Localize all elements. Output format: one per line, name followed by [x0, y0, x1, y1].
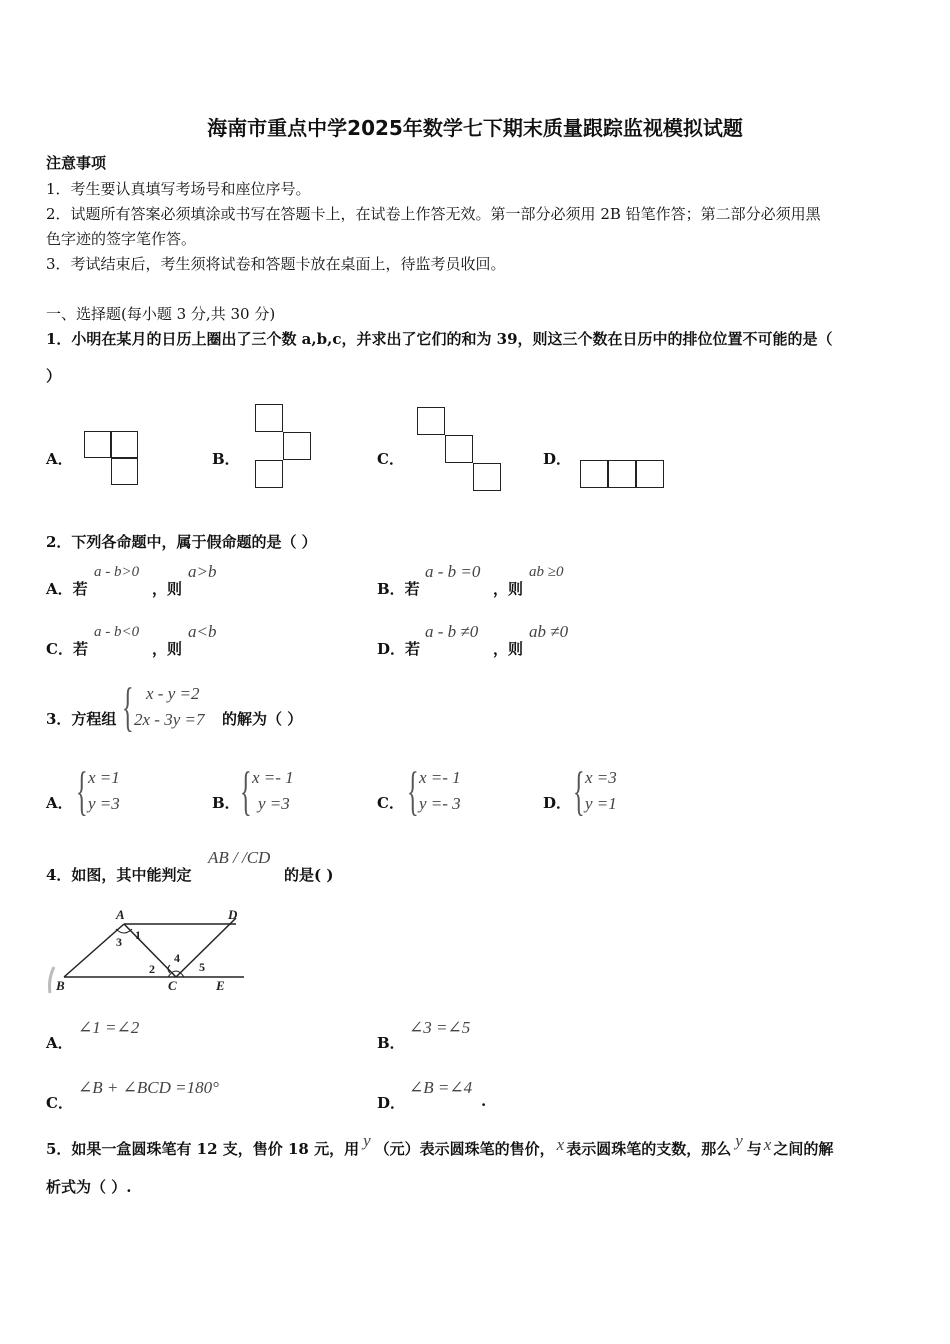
fig-label-b: B — [56, 978, 65, 993]
q4-d-tail: . — [481, 1092, 487, 1110]
q4-a-expr: ∠1 =∠2 — [78, 1018, 140, 1037]
q3-eq2: 2x - 3y =7 — [134, 710, 205, 729]
q2-a-res: a>b — [188, 562, 217, 581]
q5-text-b: （元）表示圆珠笔的售价， — [374, 1140, 555, 1158]
q5-text-e: 之间的解 — [773, 1140, 834, 1158]
q4-c-label: C． — [46, 1094, 73, 1112]
notes-heading: 注意事项 — [46, 154, 107, 172]
q3-b-system: { x =- 1 y =3 — [240, 761, 294, 821]
notes-item-2: 2．试题所有答案必须填涂或书写在答题卡上，在试卷上作答无效。第一部分必须用 2B 铅笔作答；第二部分必须用黑 — [46, 205, 821, 223]
q2-a-then: ，则 — [152, 580, 183, 598]
fig-angle-4: 4 — [174, 951, 180, 965]
fig-label-c: C — [168, 978, 177, 993]
fig-label-e: E — [216, 978, 225, 993]
q3-c-eq2: y =- 3 — [419, 794, 461, 813]
q2-b-res: ab ≥0 — [529, 564, 564, 580]
q3-c-label: C． — [377, 794, 404, 812]
q3-d-eq1: x =3 — [585, 768, 617, 787]
q4-d-label: D． — [377, 1094, 406, 1112]
q2-a-cond: a - b>0 — [94, 564, 140, 580]
q1-option-a-label: A． — [46, 450, 73, 468]
section-heading: 一、选择题(每小题 3 分,共 30 分) — [46, 305, 276, 323]
page-title: 海南市重点中学2025年数学七下期末质量跟踪监视模拟试题 — [207, 116, 743, 140]
q2-b-cond: a - b =0 — [425, 562, 481, 581]
q2-c-res: a<b — [188, 622, 217, 641]
fig-angle-2: 2 — [149, 962, 155, 976]
notes-item-1: 1．考生要认真填写考场号和座位序号。 — [46, 180, 311, 198]
q3-a-eq1: x =1 — [88, 768, 120, 787]
fig-angle-5: 5 — [199, 960, 205, 974]
q2-d-then: ，则 — [493, 640, 524, 658]
q3-system: { x - y =2 2x - 3y =7 — [122, 677, 205, 737]
q1-option-d-label: D． — [543, 450, 572, 468]
q3-d-label: D． — [543, 794, 572, 812]
q3-c-system: { x =- 1 y =- 3 — [407, 761, 461, 821]
q5-line2: 析式为（ ）. — [46, 1178, 132, 1196]
fig-angle-3: 3 — [116, 935, 122, 949]
q2-d-res: ab ≠0 — [529, 622, 569, 641]
q3-b-eq2: y =3 — [258, 794, 290, 813]
fig-angle-1: 1 — [135, 928, 141, 942]
q2-d-label: D．若 — [377, 640, 421, 658]
fig-label-d: D — [228, 907, 238, 922]
notes-item-3: 3．考试结束后，考生须将试卷和答题卡放在桌面上，待监考员收回。 — [46, 255, 506, 273]
q3-d-eq2: y =1 — [585, 794, 617, 813]
q3-a-system: { x =1 y =3 — [76, 761, 120, 821]
q4-a-label: A． — [46, 1034, 73, 1052]
q4-d-expr: ∠B =∠4 — [409, 1078, 473, 1097]
q5-var-x2: x — [763, 1135, 772, 1154]
q3-b-eq1: x =- 1 — [252, 768, 294, 787]
q4-figure — [44, 905, 244, 997]
q4-suffix: 的是( ) — [284, 866, 334, 884]
q2-d-cond: a - b ≠0 — [425, 622, 479, 641]
q4-expr: AB / /CD — [208, 848, 271, 867]
q3-prefix: 3．方程组 — [46, 710, 117, 728]
q2-b-then: ，则 — [493, 580, 524, 598]
q4-b-expr: ∠3 =∠5 — [409, 1018, 471, 1037]
line-ab — [64, 924, 124, 977]
q5-text-c: 表示圆珠笔的支数，那么 — [566, 1140, 732, 1158]
q5-text-a: 5．如果一盒圆珠笔有 12 支，售价 18 元，用 — [46, 1140, 360, 1158]
q3-d-system: { x =3 y =1 — [573, 761, 617, 821]
q3-b-label: B． — [212, 794, 240, 812]
q1-text: 1．小明在某月的日历上圈出了三个数 a,b,c，并求出了它们的和为 39，则这三个数在日历中的排位位置不可能的是（ — [46, 330, 833, 348]
q1-option-c-label: C． — [377, 450, 404, 468]
q5-var-x: x — [556, 1135, 565, 1154]
q5-line1 — [46, 1131, 834, 1159]
q3-eq1: x - y =2 — [146, 684, 200, 703]
q2-a-label: A．若 — [46, 580, 88, 598]
q2-text: 2．下列各命题中，属于假命题的是（ ） — [46, 533, 317, 551]
q5-var-y: y — [363, 1131, 371, 1150]
q2-c-cond: a - b<0 — [94, 624, 140, 640]
q3-c-eq1: x =- 1 — [419, 768, 461, 787]
q4-c-expr: ∠B + ∠BCD =180° — [78, 1078, 219, 1097]
q5-var-y2: y — [735, 1131, 743, 1150]
notes-item-2-cont: 色字迹的签字笔作答。 — [46, 230, 197, 248]
q2-b-label: B．若 — [377, 580, 420, 598]
q1-text-cont: ） — [46, 367, 62, 385]
q3-a-label: A． — [46, 794, 73, 812]
line-cd — [176, 918, 236, 977]
q2-c-label: C．若 — [46, 640, 88, 658]
fig-label-a: A — [116, 907, 125, 922]
q3-a-eq2: y =3 — [88, 794, 120, 813]
q2-c-then: ，则 — [152, 640, 183, 658]
q4-b-label: B． — [377, 1034, 405, 1052]
q5-text-d: 与 — [746, 1140, 762, 1158]
q1-option-b-label: B． — [212, 450, 240, 468]
q3-suffix: 的解为（ ） — [222, 710, 303, 728]
q4-prefix: 4．如图，其中能判定 — [46, 866, 192, 884]
